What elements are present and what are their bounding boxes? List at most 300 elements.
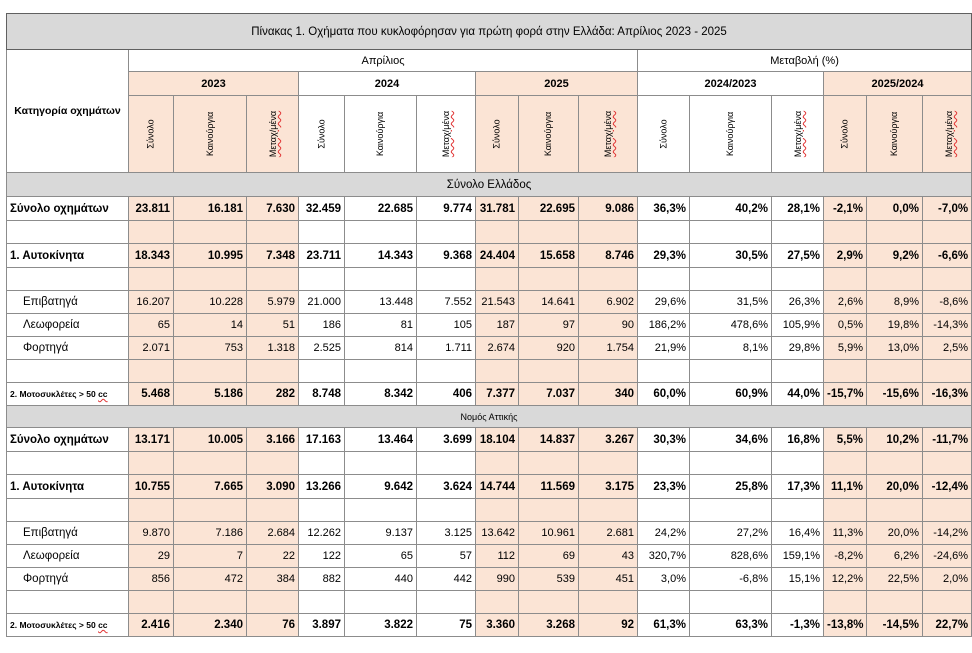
value-cell: 7.186 <box>174 522 247 545</box>
empty-cell <box>7 360 129 383</box>
empty-cell <box>824 221 867 244</box>
empty-cell <box>174 360 247 383</box>
subheader-label: Μεταχ/μένα <box>602 110 613 158</box>
subheader-label: Μεταχ/μένα <box>268 110 279 158</box>
value-cell: 2,6% <box>824 291 867 314</box>
value-cell: 105,9% <box>772 314 824 337</box>
value-cell: 21,9% <box>638 337 690 360</box>
table-container <box>6 13 972 637</box>
value-cell: 11,1% <box>824 475 867 499</box>
section-header-row <box>7 173 972 197</box>
value-cell: 5.979 <box>247 291 299 314</box>
row-label <box>7 522 129 545</box>
value-cell: 26,3% <box>772 291 824 314</box>
value-cell: -13,8% <box>824 614 867 637</box>
value-cell: 10.961 <box>519 522 579 545</box>
empty-cell <box>923 499 972 522</box>
value-cell: 10.755 <box>129 475 174 499</box>
empty-cell <box>417 221 476 244</box>
value-cell: 97 <box>519 314 579 337</box>
value-cell: 20,0% <box>867 475 923 499</box>
empty-cell <box>174 499 247 522</box>
value-cell: 2,9% <box>824 244 867 268</box>
value-cell: 63,3% <box>690 614 772 637</box>
value-cell: 0,5% <box>824 314 867 337</box>
value-cell: 442 <box>417 568 476 591</box>
table-row <box>7 244 972 268</box>
empty-cell <box>579 591 638 614</box>
empty-cell <box>519 591 579 614</box>
empty-cell <box>867 360 923 383</box>
row-label-text: Λεωφορεία <box>23 319 80 331</box>
row-label <box>7 545 129 568</box>
value-cell: 22.695 <box>519 197 579 221</box>
empty-cell <box>417 591 476 614</box>
value-cell: -14,3% <box>923 314 972 337</box>
empty-cell <box>772 499 824 522</box>
value-cell: 29,8% <box>772 337 824 360</box>
value-cell: 2.674 <box>476 337 519 360</box>
value-cell: 384 <box>247 568 299 591</box>
table-row <box>7 568 972 591</box>
empty-cell <box>345 221 417 244</box>
value-cell: 9.870 <box>129 522 174 545</box>
table-row <box>7 545 972 568</box>
empty-cell <box>129 499 174 522</box>
table-row <box>7 614 972 637</box>
subheader-label: Μεταχ/μένα <box>944 110 955 158</box>
empty-cell <box>923 268 972 291</box>
value-cell: 13.266 <box>299 475 345 499</box>
value-cell: 406 <box>417 383 476 406</box>
value-cell: 14.343 <box>345 244 417 268</box>
table-row <box>7 291 972 314</box>
value-cell: 69 <box>519 545 579 568</box>
value-cell: 320,7% <box>638 545 690 568</box>
section-title: Σύνολο Ελλάδος <box>7 173 972 197</box>
row-label-text: Επιβατηγά <box>23 296 78 308</box>
value-cell: 31,5% <box>690 291 772 314</box>
value-cell: 13.171 <box>129 428 174 452</box>
empty-cell <box>579 360 638 383</box>
value-cell: 440 <box>345 568 417 591</box>
subheader-used <box>417 96 476 173</box>
table-row <box>7 197 972 221</box>
subheader-new <box>690 96 772 173</box>
value-cell: 16.207 <box>129 291 174 314</box>
subheader-label: Καινούργια <box>375 111 386 157</box>
empty-cell <box>129 268 174 291</box>
value-cell: 990 <box>476 568 519 591</box>
empty-cell <box>579 268 638 291</box>
value-cell: 24,2% <box>638 522 690 545</box>
value-cell: 3.897 <box>299 614 345 637</box>
empty-cell <box>247 452 299 475</box>
year-header-2024: 2024 <box>299 72 476 96</box>
value-cell: 60,0% <box>638 383 690 406</box>
value-cell: 1.318 <box>247 337 299 360</box>
value-cell: 21.000 <box>299 291 345 314</box>
empty-cell <box>923 221 972 244</box>
subheader-new <box>345 96 417 173</box>
value-cell: 43 <box>579 545 638 568</box>
value-cell: 8.748 <box>299 383 345 406</box>
empty-cell <box>247 360 299 383</box>
value-cell: 14.837 <box>519 428 579 452</box>
row-label <box>7 475 129 499</box>
empty-cell <box>129 452 174 475</box>
empty-cell <box>772 360 824 383</box>
value-cell: 9.642 <box>345 475 417 499</box>
value-cell: -2,1% <box>824 197 867 221</box>
spacer-row <box>7 452 972 475</box>
value-cell: 2.071 <box>129 337 174 360</box>
value-cell: 16,8% <box>772 428 824 452</box>
value-cell: 10,2% <box>867 428 923 452</box>
value-cell: 61,3% <box>638 614 690 637</box>
value-cell: 753 <box>174 337 247 360</box>
subheader-new <box>519 96 579 173</box>
empty-cell <box>174 591 247 614</box>
value-cell: 8.746 <box>579 244 638 268</box>
value-cell: 8,9% <box>867 291 923 314</box>
empty-cell <box>579 221 638 244</box>
value-cell: 882 <box>299 568 345 591</box>
empty-cell <box>7 221 129 244</box>
value-cell: 24.404 <box>476 244 519 268</box>
unit-label: cc <box>98 620 108 630</box>
value-cell: 2.340 <box>174 614 247 637</box>
row-label <box>7 428 129 452</box>
value-cell: 22,7% <box>923 614 972 637</box>
row-label <box>7 197 129 221</box>
value-cell: 7.630 <box>247 197 299 221</box>
empty-cell <box>174 268 247 291</box>
row-label-text: 1. Αυτοκίνητα <box>10 249 85 262</box>
value-cell: 28,1% <box>772 197 824 221</box>
value-cell: -11,7% <box>923 428 972 452</box>
unit-label: cc <box>98 389 108 399</box>
empty-cell <box>129 360 174 383</box>
value-cell: -6,6% <box>923 244 972 268</box>
empty-cell <box>476 221 519 244</box>
empty-cell <box>867 591 923 614</box>
value-cell: -14,5% <box>867 614 923 637</box>
empty-cell <box>772 452 824 475</box>
value-cell: 5,9% <box>824 337 867 360</box>
value-cell: 2.681 <box>579 522 638 545</box>
value-cell: 105 <box>417 314 476 337</box>
row-label-text: 2. Μοτοσυκλέτες > 50 <box>10 620 96 630</box>
empty-cell <box>519 221 579 244</box>
empty-cell <box>417 268 476 291</box>
spacer-row <box>7 499 972 522</box>
empty-cell <box>247 268 299 291</box>
value-cell: -12,4% <box>923 475 972 499</box>
value-cell: -15,6% <box>867 383 923 406</box>
value-cell: 9,2% <box>867 244 923 268</box>
april-header: Απρίλιος <box>129 50 638 72</box>
value-cell: 1.754 <box>579 337 638 360</box>
value-cell: 25,8% <box>690 475 772 499</box>
section-header-row <box>7 406 972 428</box>
value-cell: 828,6% <box>690 545 772 568</box>
subheader-total <box>824 96 867 173</box>
value-cell: 5,5% <box>824 428 867 452</box>
empty-cell <box>476 452 519 475</box>
value-cell: 40,2% <box>690 197 772 221</box>
value-cell: 18.343 <box>129 244 174 268</box>
value-cell: 18.104 <box>476 428 519 452</box>
row-label-text: Λεωφορεία <box>23 550 80 562</box>
spacer-row <box>7 360 972 383</box>
subheader-label: Μεταχ/μένα <box>793 110 804 158</box>
value-cell: 112 <box>476 545 519 568</box>
value-cell: 65 <box>345 545 417 568</box>
empty-cell <box>772 221 824 244</box>
row-label-text: Επιβατηγά <box>23 527 78 539</box>
empty-cell <box>417 360 476 383</box>
value-cell: -24,6% <box>923 545 972 568</box>
row-label-text: Φορτηγά <box>23 573 69 585</box>
value-cell: 14.744 <box>476 475 519 499</box>
empty-cell <box>923 452 972 475</box>
row-label <box>7 244 129 268</box>
value-cell: 3.268 <box>519 614 579 637</box>
value-cell: 6.902 <box>579 291 638 314</box>
row-label-text: Σύνολο οχημάτων <box>10 433 109 446</box>
value-cell: 3.166 <box>247 428 299 452</box>
value-cell: 9.774 <box>417 197 476 221</box>
subheader-total <box>299 96 345 173</box>
empty-cell <box>174 452 247 475</box>
value-cell: 22.685 <box>345 197 417 221</box>
row-label <box>7 337 129 360</box>
value-cell: 12,2% <box>824 568 867 591</box>
value-cell: 122 <box>299 545 345 568</box>
empty-cell <box>690 591 772 614</box>
empty-cell <box>299 221 345 244</box>
empty-cell <box>579 499 638 522</box>
empty-cell <box>690 499 772 522</box>
value-cell: 340 <box>579 383 638 406</box>
subheader-total <box>638 96 690 173</box>
subheader-label: Σύνολο <box>145 119 156 149</box>
empty-cell <box>476 268 519 291</box>
year-header-2025: 2025 <box>476 72 638 96</box>
value-cell: 90 <box>579 314 638 337</box>
value-cell: -8,2% <box>824 545 867 568</box>
value-cell: 11.569 <box>519 475 579 499</box>
subheader-label: Καινούργια <box>543 111 554 157</box>
value-cell: 27,5% <box>772 244 824 268</box>
value-cell: 159,1% <box>772 545 824 568</box>
empty-cell <box>174 221 247 244</box>
empty-cell <box>417 452 476 475</box>
value-cell: 9.368 <box>417 244 476 268</box>
empty-cell <box>519 268 579 291</box>
value-cell: 8.342 <box>345 383 417 406</box>
value-cell: 17,3% <box>772 475 824 499</box>
value-cell: 57 <box>417 545 476 568</box>
value-cell: 2.525 <box>299 337 345 360</box>
subheader-used <box>247 96 299 173</box>
subheader-used <box>772 96 824 173</box>
value-cell: 856 <box>129 568 174 591</box>
value-cell: 31.781 <box>476 197 519 221</box>
value-cell: 12.262 <box>299 522 345 545</box>
empty-cell <box>519 499 579 522</box>
empty-cell <box>519 360 579 383</box>
value-cell: 16.181 <box>174 197 247 221</box>
value-cell: 2.416 <box>129 614 174 637</box>
table-row <box>7 428 972 452</box>
value-cell: 3.360 <box>476 614 519 637</box>
value-cell: 13,0% <box>867 337 923 360</box>
value-cell: -6,8% <box>690 568 772 591</box>
empty-cell <box>824 360 867 383</box>
row-label-text: 2. Μοτοσυκλέτες > 50 <box>10 389 96 399</box>
empty-cell <box>299 360 345 383</box>
table-row <box>7 522 972 545</box>
value-cell: 92 <box>579 614 638 637</box>
subheader-label: Σύνολο <box>658 119 669 149</box>
value-cell: 20,0% <box>867 522 923 545</box>
empty-cell <box>7 591 129 614</box>
row-label <box>7 614 129 637</box>
empty-cell <box>7 452 129 475</box>
value-cell: 60,9% <box>690 383 772 406</box>
empty-cell <box>7 499 129 522</box>
empty-cell <box>345 591 417 614</box>
empty-cell <box>638 591 690 614</box>
row-label-text: 1. Αυτοκίνητα <box>10 480 85 493</box>
subheader-label: Μεταχ/μένα <box>440 110 451 158</box>
value-cell: 451 <box>579 568 638 591</box>
value-cell: 13.642 <box>476 522 519 545</box>
value-cell: 29,3% <box>638 244 690 268</box>
empty-cell <box>772 268 824 291</box>
value-cell: 1.711 <box>417 337 476 360</box>
empty-cell <box>690 221 772 244</box>
value-cell: 51 <box>247 314 299 337</box>
change-header-2025-2024: 2025/2024 <box>824 72 972 96</box>
value-cell: 8,1% <box>690 337 772 360</box>
empty-cell <box>867 268 923 291</box>
value-cell: 44,0% <box>772 383 824 406</box>
value-cell: -1,3% <box>772 614 824 637</box>
subheader-total <box>129 96 174 173</box>
empty-cell <box>247 591 299 614</box>
value-cell: 32.459 <box>299 197 345 221</box>
value-cell: 75 <box>417 614 476 637</box>
change-header-2024-2023: 2024/2023 <box>638 72 824 96</box>
value-cell: 76 <box>247 614 299 637</box>
value-cell: 65 <box>129 314 174 337</box>
value-cell: 2,5% <box>923 337 972 360</box>
value-cell: 23.711 <box>299 244 345 268</box>
value-cell: -14,2% <box>923 522 972 545</box>
value-cell: 22,5% <box>867 568 923 591</box>
subheader-label: Καινούργια <box>204 111 215 157</box>
value-cell: 2.684 <box>247 522 299 545</box>
spacer-row <box>7 221 972 244</box>
empty-cell <box>867 452 923 475</box>
value-cell: 13.448 <box>345 291 417 314</box>
empty-cell <box>247 221 299 244</box>
row-label <box>7 383 129 406</box>
empty-cell <box>345 499 417 522</box>
value-cell: 3.822 <box>345 614 417 637</box>
value-cell: 920 <box>519 337 579 360</box>
value-cell: -16,3% <box>923 383 972 406</box>
empty-cell <box>7 268 129 291</box>
row-label <box>7 314 129 337</box>
empty-cell <box>345 360 417 383</box>
empty-cell <box>247 499 299 522</box>
value-cell: 2,0% <box>923 568 972 591</box>
empty-cell <box>690 360 772 383</box>
value-cell: 282 <box>247 383 299 406</box>
subheader-used <box>923 96 972 173</box>
value-cell: 29,6% <box>638 291 690 314</box>
value-cell: 10.995 <box>174 244 247 268</box>
empty-cell <box>476 360 519 383</box>
table-title: Πίνακας 1. Οχήματα που κυκλοφόρησαν για πρώτη φορά στην Ελλάδα: Απρίλιος 2023 - 2025 <box>7 14 972 50</box>
value-cell: -7,0% <box>923 197 972 221</box>
value-cell: 3.267 <box>579 428 638 452</box>
empty-cell <box>923 360 972 383</box>
subheader-used <box>579 96 638 173</box>
row-label <box>7 568 129 591</box>
value-cell: 10.005 <box>174 428 247 452</box>
empty-cell <box>299 591 345 614</box>
empty-cell <box>476 591 519 614</box>
value-cell: 17.163 <box>299 428 345 452</box>
empty-cell <box>638 221 690 244</box>
year-header-2023: 2023 <box>129 72 299 96</box>
empty-cell <box>824 591 867 614</box>
empty-cell <box>299 499 345 522</box>
value-cell: 7.552 <box>417 291 476 314</box>
value-cell: 15.658 <box>519 244 579 268</box>
value-cell: 21.543 <box>476 291 519 314</box>
row-label <box>7 291 129 314</box>
subheader-new <box>867 96 923 173</box>
empty-cell <box>519 452 579 475</box>
value-cell: 7.037 <box>519 383 579 406</box>
value-cell: 14.641 <box>519 291 579 314</box>
subheader-total <box>476 96 519 173</box>
value-cell: 29 <box>129 545 174 568</box>
empty-cell <box>824 268 867 291</box>
value-cell: 539 <box>519 568 579 591</box>
value-cell: 7.348 <box>247 244 299 268</box>
empty-cell <box>824 499 867 522</box>
value-cell: 15,1% <box>772 568 824 591</box>
subheader-label: Σύνολο <box>491 119 502 149</box>
value-cell: 0,0% <box>867 197 923 221</box>
value-cell: 5.186 <box>174 383 247 406</box>
empty-cell <box>867 221 923 244</box>
empty-cell <box>299 452 345 475</box>
subheader-label: Σύνολο <box>839 119 850 149</box>
empty-cell <box>772 591 824 614</box>
empty-cell <box>345 268 417 291</box>
value-cell: 9.086 <box>579 197 638 221</box>
empty-cell <box>824 452 867 475</box>
value-cell: 9.137 <box>345 522 417 545</box>
